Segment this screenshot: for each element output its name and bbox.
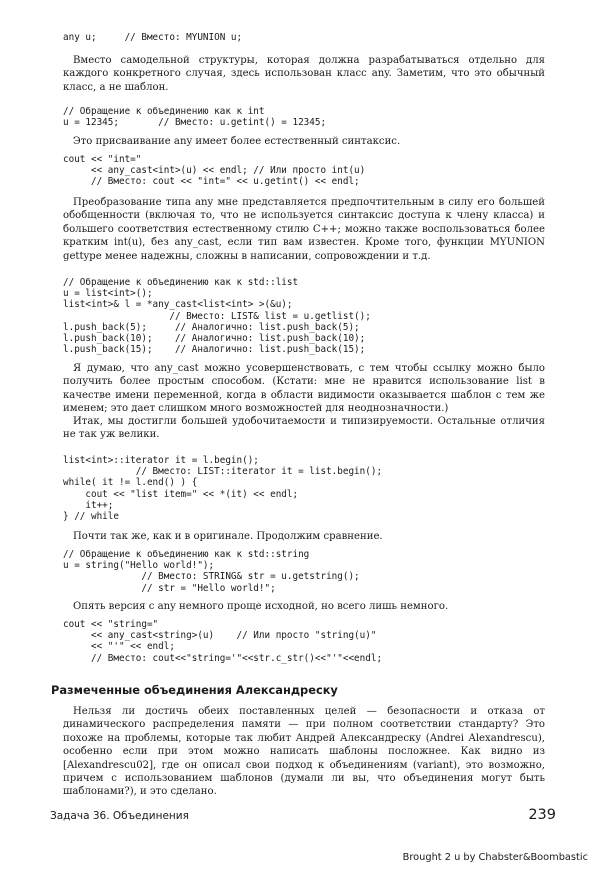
code-listing: cout << "string=" << any_cast<string>(u) // Или просто "string(u)" << "'" << endl; // Вместо: cout<<"string='"<<str.c_str()<<"'"<<endl;: [63, 619, 383, 664]
chapter-title: Задача 36. Объединения: [50, 810, 189, 822]
paragraph: Я думаю, что any_cast можно усовершенствовать, с тем чтобы ссылку можно было получить более простым способом. (Кстати: мне не нравится использование list в качестве имени переменной, когда в области видимости оказывается шаблон с тем же именем; это дает слишком много возможностей для неоднозначности.): [63, 363, 545, 415]
paragraph: Почти так же, как и в оригинале. Продолжим сравнение.: [73, 531, 383, 542]
scan-credit: Brought 2 u by Chabster&Boombastic: [402, 852, 588, 863]
paragraph: Опять версия с any немного проще исходной, но всего лишь немного.: [73, 601, 449, 612]
paragraph: Нельзя ли достичь обеих поставленных целей — безопасности и отказа от динамического распределения памяти — при полном соответствии стандарту? Это похоже на проблемы, которые так любит Андрей Александреску (Andrei Alexandrescu), особенно если при этом можно написать шаблоны посложнее. Как видно из [Alexandrescu02], где он описал свои подход к объединениям (variant), это возможно, причем с использованием шаблонов (думали ли вы, что объединения могут быть шаблонами?), и это сделано.: [63, 706, 545, 798]
code-listing: // Обращение к объединению как к std::list u = list<int>(); list<int>& l = *any_cast<list<int> >(&u); // Вместо: LIST& list = u.getlist(); l.push_back(5); // Аналогично: list.push_back(5); l.push_back(10); // Аналогично: list.push_back(10); l.push_back(15); // Аналогично: list.push_back(15);: [63, 277, 371, 356]
paragraph: Вместо самодельной структуры, которая должна разрабатываться отдельно для каждого конкретного случая, здесь использован класс any. Заметим, что это обычный класс, а не шаблон.: [63, 55, 545, 93]
code-listing: any u; // Вместо: MYUNION u;: [63, 32, 243, 43]
code-listing: // Обращение к объединению как к int u = 12345; // Вместо: u.getint() = 12345;: [63, 106, 327, 129]
code-listing: list<int>::iterator it = l.begin(); // Вместо: LIST::iterator it = list.begin(); while( it != l.end() ) { cout << "list item=" << *(it) << endl; it++; } // while: [63, 455, 383, 523]
page-footer: [50, 807, 556, 823]
section-heading: Размеченные объединения Александреску: [51, 683, 338, 697]
code-listing: // Обращение к объединению как к std::string u = string("Hello world!"); // Вместо: STRING& str = u.getstring(); // str = "Hello world!";: [63, 549, 360, 594]
paragraph: Это присваивание any имеет более естественный синтаксис.: [73, 136, 401, 147]
code-listing: cout << "int=" << any_cast<int>(u) << endl; // Или просто int(u) // Вместо: cout << "int=" << u.getint() << endl;: [63, 154, 366, 188]
paragraph: Преобразование типа any мне представляется предпочтительным в силу его большей обобщенности (включая то, что не используется синтаксис доступа к члену класса) и большего соответствия естественному стилю C++; можно также воспользоваться более кратким int(u), без any_cast, если тип вам известен. Кроме того, функции MYUNION gettype менее надежны, сложны в написании, сопровождении и т.д.: [63, 197, 545, 262]
page-number: 239: [528, 807, 556, 823]
paragraph: Итак, мы достигли большей удобочитаемости и типизируемости. Остальные отличия не так уж велики.: [63, 416, 545, 441]
